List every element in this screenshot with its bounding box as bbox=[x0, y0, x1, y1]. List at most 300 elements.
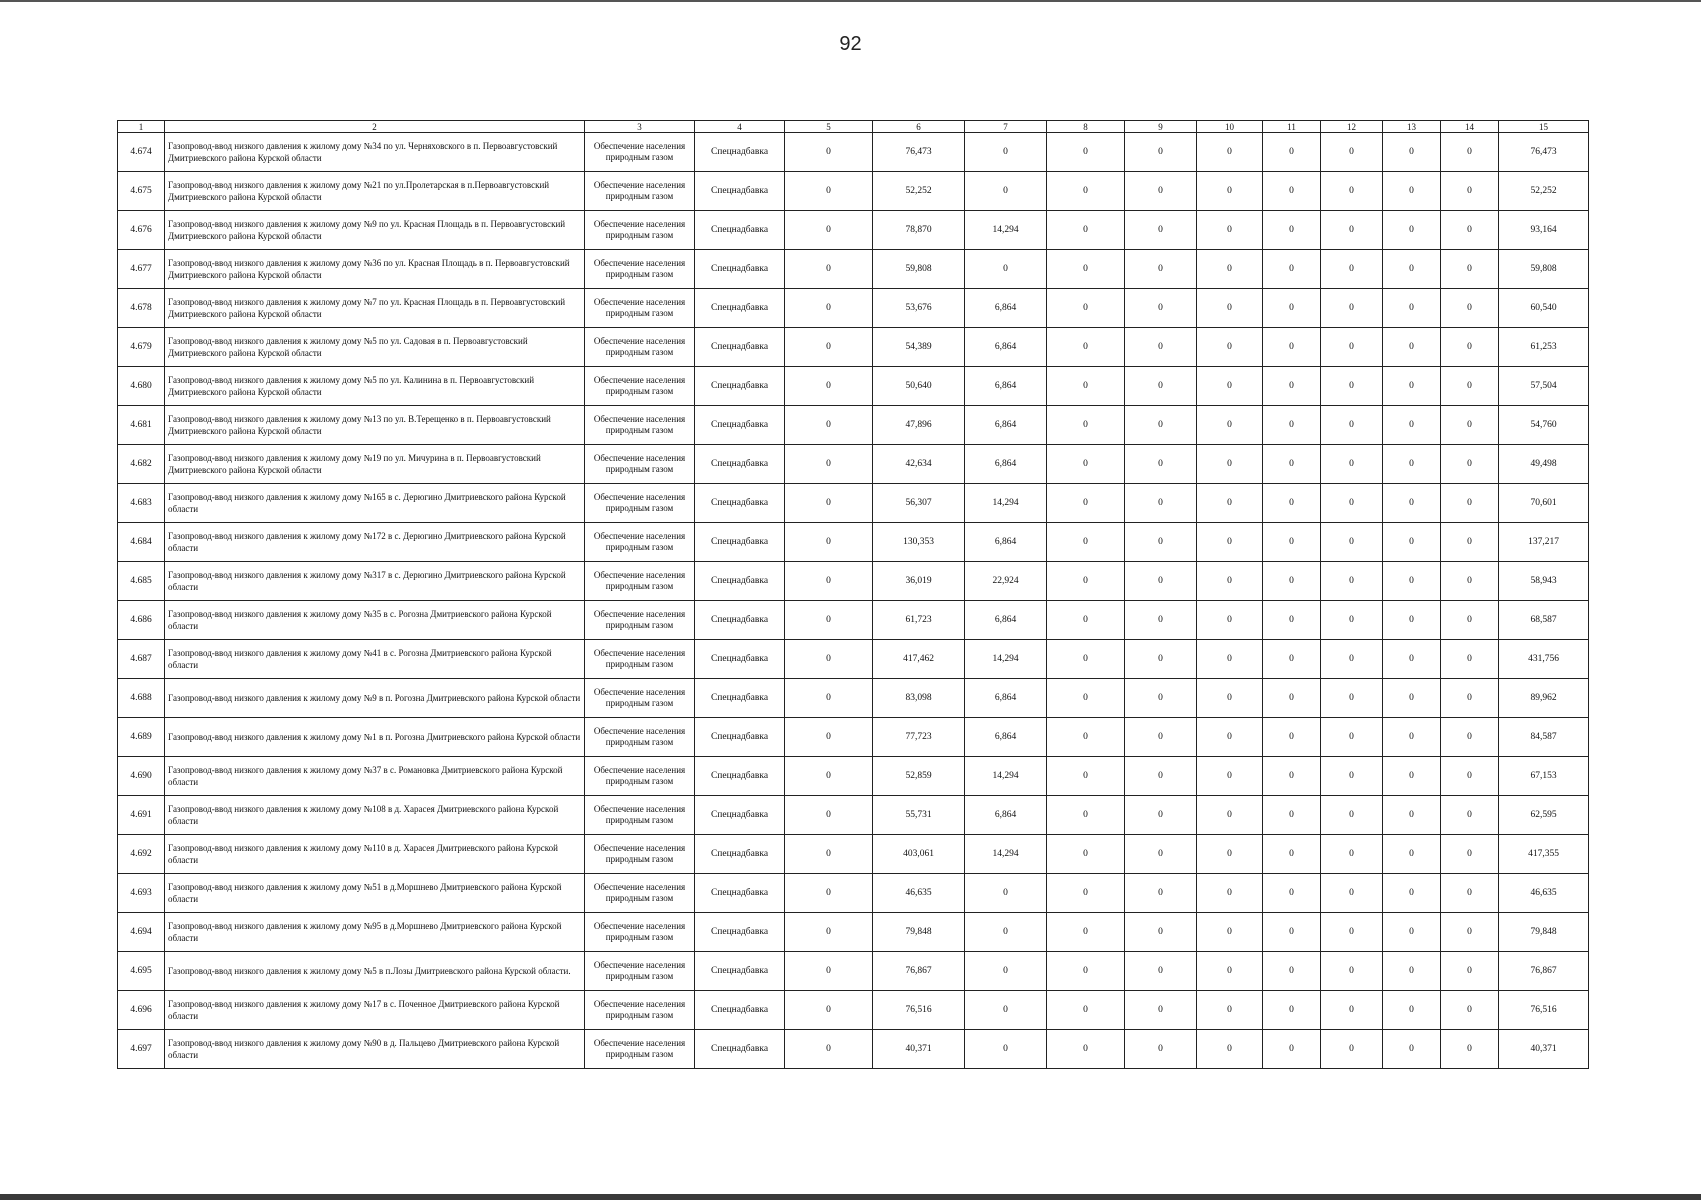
total-value: 49,498 bbox=[1499, 445, 1589, 484]
col-11-value: 0 bbox=[1263, 835, 1321, 874]
col-13-value: 0 bbox=[1383, 874, 1441, 913]
col-6-value: 55,731 bbox=[873, 796, 965, 835]
col-10-value: 0 bbox=[1197, 601, 1263, 640]
col-10-value: 0 bbox=[1197, 211, 1263, 250]
funding-source: Спецнадбавка bbox=[695, 133, 785, 172]
funding-source: Спецнадбавка bbox=[695, 289, 785, 328]
scan-edge-top bbox=[0, 0, 1701, 2]
col-8-value: 0 bbox=[1047, 757, 1125, 796]
total-value: 70,601 bbox=[1499, 484, 1589, 523]
data-table bbox=[117, 120, 1589, 1069]
column-header: 4 bbox=[695, 121, 785, 133]
col-9-value: 0 bbox=[1125, 523, 1197, 562]
item-number: 4.678 bbox=[118, 289, 165, 328]
total-value: 61,253 bbox=[1499, 328, 1589, 367]
column-header: 3 bbox=[585, 121, 695, 133]
object-name: Газопровод-ввод низкого давления к жилому дому №51 в д.Моршнево Дмитриевского района Курской области bbox=[165, 874, 585, 913]
col-12-value: 0 bbox=[1321, 250, 1383, 289]
table-row bbox=[118, 562, 1589, 601]
col-12-value: 0 bbox=[1321, 133, 1383, 172]
col-13-value: 0 bbox=[1383, 328, 1441, 367]
total-value: 137,217 bbox=[1499, 523, 1589, 562]
item-number: 4.689 bbox=[118, 718, 165, 757]
object-name: Газопровод-ввод низкого давления к жилому дому №9 в п. Рогозна Дмитриевского района Курской области bbox=[165, 679, 585, 718]
col-8-value: 0 bbox=[1047, 796, 1125, 835]
col-5-value: 0 bbox=[785, 484, 873, 523]
col-14-value: 0 bbox=[1441, 484, 1499, 523]
col-10-value: 0 bbox=[1197, 367, 1263, 406]
col-13-value: 0 bbox=[1383, 952, 1441, 991]
purpose: Обеспечение населения природным газом bbox=[585, 1030, 695, 1069]
col-8-value: 0 bbox=[1047, 328, 1125, 367]
column-header: 11 bbox=[1263, 121, 1321, 133]
funding-source: Спецнадбавка bbox=[695, 250, 785, 289]
col-10-value: 0 bbox=[1197, 640, 1263, 679]
col-7-value: 0 bbox=[965, 250, 1047, 289]
col-12-value: 0 bbox=[1321, 640, 1383, 679]
col-11-value: 0 bbox=[1263, 289, 1321, 328]
col-8-value: 0 bbox=[1047, 991, 1125, 1030]
total-value: 68,587 bbox=[1499, 601, 1589, 640]
funding-source: Спецнадбавка bbox=[695, 1030, 785, 1069]
item-number: 4.691 bbox=[118, 796, 165, 835]
funding-source: Спецнадбавка bbox=[695, 484, 785, 523]
col-13-value: 0 bbox=[1383, 1030, 1441, 1069]
column-header: 7 bbox=[965, 121, 1047, 133]
col-14-value: 0 bbox=[1441, 1030, 1499, 1069]
funding-source: Спецнадбавка bbox=[695, 679, 785, 718]
purpose: Обеспечение населения природным газом bbox=[585, 406, 695, 445]
col-12-value: 0 bbox=[1321, 757, 1383, 796]
col-7-value: 6,864 bbox=[965, 601, 1047, 640]
col-14-value: 0 bbox=[1441, 913, 1499, 952]
col-11-value: 0 bbox=[1263, 484, 1321, 523]
total-value: 79,848 bbox=[1499, 913, 1589, 952]
col-6-value: 76,473 bbox=[873, 133, 965, 172]
col-9-value: 0 bbox=[1125, 133, 1197, 172]
table-row bbox=[118, 445, 1589, 484]
col-5-value: 0 bbox=[785, 445, 873, 484]
col-7-value: 14,294 bbox=[965, 211, 1047, 250]
col-7-value: 14,294 bbox=[965, 640, 1047, 679]
col-9-value: 0 bbox=[1125, 484, 1197, 523]
column-header: 9 bbox=[1125, 121, 1197, 133]
col-12-value: 0 bbox=[1321, 718, 1383, 757]
total-value: 54,760 bbox=[1499, 406, 1589, 445]
total-value: 57,504 bbox=[1499, 367, 1589, 406]
table-row bbox=[118, 484, 1589, 523]
item-number: 4.682 bbox=[118, 445, 165, 484]
col-5-value: 0 bbox=[785, 952, 873, 991]
table-row bbox=[118, 640, 1589, 679]
col-6-value: 59,808 bbox=[873, 250, 965, 289]
table-row bbox=[118, 1030, 1589, 1069]
funding-source: Спецнадбавка bbox=[695, 757, 785, 796]
col-7-value: 6,864 bbox=[965, 406, 1047, 445]
col-7-value: 0 bbox=[965, 952, 1047, 991]
funding-source: Спецнадбавка bbox=[695, 211, 785, 250]
col-13-value: 0 bbox=[1383, 913, 1441, 952]
col-9-value: 0 bbox=[1125, 757, 1197, 796]
col-6-value: 56,307 bbox=[873, 484, 965, 523]
col-9-value: 0 bbox=[1125, 679, 1197, 718]
col-13-value: 0 bbox=[1383, 796, 1441, 835]
col-6-value: 52,252 bbox=[873, 172, 965, 211]
col-12-value: 0 bbox=[1321, 601, 1383, 640]
col-9-value: 0 bbox=[1125, 406, 1197, 445]
table-row bbox=[118, 796, 1589, 835]
col-8-value: 0 bbox=[1047, 952, 1125, 991]
table-row bbox=[118, 289, 1589, 328]
col-14-value: 0 bbox=[1441, 367, 1499, 406]
col-14-value: 0 bbox=[1441, 289, 1499, 328]
col-6-value: 77,723 bbox=[873, 718, 965, 757]
col-9-value: 0 bbox=[1125, 796, 1197, 835]
table-row bbox=[118, 952, 1589, 991]
col-9-value: 0 bbox=[1125, 562, 1197, 601]
total-value: 93,164 bbox=[1499, 211, 1589, 250]
total-value: 67,153 bbox=[1499, 757, 1589, 796]
column-header: 13 bbox=[1383, 121, 1441, 133]
col-14-value: 0 bbox=[1441, 562, 1499, 601]
table-row bbox=[118, 523, 1589, 562]
purpose: Обеспечение населения природным газом bbox=[585, 796, 695, 835]
col-9-value: 0 bbox=[1125, 718, 1197, 757]
col-14-value: 0 bbox=[1441, 250, 1499, 289]
col-6-value: 52,859 bbox=[873, 757, 965, 796]
object-name: Газопровод-ввод низкого давления к жилому дому №95 в д.Моршнево Дмитриевского района Курской области bbox=[165, 913, 585, 952]
col-6-value: 61,723 bbox=[873, 601, 965, 640]
col-14-value: 0 bbox=[1441, 679, 1499, 718]
col-14-value: 0 bbox=[1441, 835, 1499, 874]
col-7-value: 0 bbox=[965, 874, 1047, 913]
purpose: Обеспечение населения природным газом bbox=[585, 328, 695, 367]
purpose: Обеспечение населения природным газом bbox=[585, 445, 695, 484]
total-value: 89,962 bbox=[1499, 679, 1589, 718]
table-row bbox=[118, 367, 1589, 406]
col-14-value: 0 bbox=[1441, 757, 1499, 796]
col-11-value: 0 bbox=[1263, 718, 1321, 757]
item-number: 4.690 bbox=[118, 757, 165, 796]
col-14-value: 0 bbox=[1441, 796, 1499, 835]
col-14-value: 0 bbox=[1441, 640, 1499, 679]
funding-source: Спецнадбавка bbox=[695, 991, 785, 1030]
table-row bbox=[118, 406, 1589, 445]
item-number: 4.693 bbox=[118, 874, 165, 913]
col-9-value: 0 bbox=[1125, 874, 1197, 913]
col-7-value: 14,294 bbox=[965, 484, 1047, 523]
header-row bbox=[118, 121, 1589, 133]
col-14-value: 0 bbox=[1441, 523, 1499, 562]
column-header: 1 bbox=[118, 121, 165, 133]
funding-source: Спецнадбавка bbox=[695, 796, 785, 835]
col-11-value: 0 bbox=[1263, 1030, 1321, 1069]
col-5-value: 0 bbox=[785, 172, 873, 211]
col-11-value: 0 bbox=[1263, 952, 1321, 991]
funding-source: Спецнадбавка bbox=[695, 640, 785, 679]
table-row bbox=[118, 874, 1589, 913]
col-9-value: 0 bbox=[1125, 367, 1197, 406]
purpose: Обеспечение населения природным газом bbox=[585, 289, 695, 328]
table-row bbox=[118, 679, 1589, 718]
col-6-value: 53,676 bbox=[873, 289, 965, 328]
col-8-value: 0 bbox=[1047, 250, 1125, 289]
item-number: 4.676 bbox=[118, 211, 165, 250]
col-9-value: 0 bbox=[1125, 328, 1197, 367]
col-5-value: 0 bbox=[785, 796, 873, 835]
col-12-value: 0 bbox=[1321, 679, 1383, 718]
col-12-value: 0 bbox=[1321, 796, 1383, 835]
col-11-value: 0 bbox=[1263, 133, 1321, 172]
col-7-value: 6,864 bbox=[965, 445, 1047, 484]
column-header: 8 bbox=[1047, 121, 1125, 133]
total-value: 431,756 bbox=[1499, 640, 1589, 679]
col-10-value: 0 bbox=[1197, 913, 1263, 952]
col-11-value: 0 bbox=[1263, 406, 1321, 445]
col-8-value: 0 bbox=[1047, 718, 1125, 757]
col-9-value: 0 bbox=[1125, 913, 1197, 952]
col-8-value: 0 bbox=[1047, 523, 1125, 562]
purpose: Обеспечение населения природным газом bbox=[585, 250, 695, 289]
object-name: Газопровод-ввод низкого давления к жилому дому №34 по ул. Черняховского в п. Первоавгустовский Дмитриевского района Курской области bbox=[165, 133, 585, 172]
col-8-value: 0 bbox=[1047, 367, 1125, 406]
table-row bbox=[118, 133, 1589, 172]
col-11-value: 0 bbox=[1263, 172, 1321, 211]
column-header: 6 bbox=[873, 121, 965, 133]
item-number: 4.685 bbox=[118, 562, 165, 601]
funding-source: Спецнадбавка bbox=[695, 367, 785, 406]
col-5-value: 0 bbox=[785, 640, 873, 679]
col-5-value: 0 bbox=[785, 211, 873, 250]
col-7-value: 6,864 bbox=[965, 289, 1047, 328]
object-name: Газопровод-ввод низкого давления к жилому дому №5 по ул. Садовая в п. Первоавгустовский Дмитриевского района Курской области bbox=[165, 328, 585, 367]
col-11-value: 0 bbox=[1263, 367, 1321, 406]
purpose: Обеспечение населения природным газом bbox=[585, 718, 695, 757]
object-name: Газопровод-ввод низкого давления к жилому дому №9 по ул. Красная Площадь в п. Первоавгустовский Дмитриевского района Курской области bbox=[165, 211, 585, 250]
col-8-value: 0 bbox=[1047, 289, 1125, 328]
col-9-value: 0 bbox=[1125, 601, 1197, 640]
table-row bbox=[118, 172, 1589, 211]
col-10-value: 0 bbox=[1197, 445, 1263, 484]
object-name: Газопровод-ввод низкого давления к жилому дому №110 в д. Харасея Дмитриевского района Курской области bbox=[165, 835, 585, 874]
col-10-value: 0 bbox=[1197, 952, 1263, 991]
funding-source: Спецнадбавка bbox=[695, 601, 785, 640]
item-number: 4.681 bbox=[118, 406, 165, 445]
col-14-value: 0 bbox=[1441, 211, 1499, 250]
col-14-value: 0 bbox=[1441, 328, 1499, 367]
item-number: 4.677 bbox=[118, 250, 165, 289]
object-name: Газопровод-ввод низкого давления к жилому дому №1 в п. Рогозна Дмитриевского района Курской области bbox=[165, 718, 585, 757]
purpose: Обеспечение населения природным газом bbox=[585, 601, 695, 640]
total-value: 40,371 bbox=[1499, 1030, 1589, 1069]
total-value: 76,516 bbox=[1499, 991, 1589, 1030]
col-12-value: 0 bbox=[1321, 874, 1383, 913]
col-5-value: 0 bbox=[785, 601, 873, 640]
purpose: Обеспечение населения природным газом bbox=[585, 757, 695, 796]
purpose: Обеспечение населения природным газом bbox=[585, 172, 695, 211]
col-5-value: 0 bbox=[785, 562, 873, 601]
item-number: 4.679 bbox=[118, 328, 165, 367]
col-8-value: 0 bbox=[1047, 601, 1125, 640]
purpose: Обеспечение населения природным газом bbox=[585, 133, 695, 172]
col-12-value: 0 bbox=[1321, 211, 1383, 250]
col-12-value: 0 bbox=[1321, 289, 1383, 328]
object-name: Газопровод-ввод низкого давления к жилому дому №165 в с. Дерюгино Дмитриевского района Курской области bbox=[165, 484, 585, 523]
col-13-value: 0 bbox=[1383, 640, 1441, 679]
col-12-value: 0 bbox=[1321, 952, 1383, 991]
col-10-value: 0 bbox=[1197, 562, 1263, 601]
col-12-value: 0 bbox=[1321, 523, 1383, 562]
object-name: Газопровод-ввод низкого давления к жилому дому №41 в с. Рогозна Дмитриевского района Курской области bbox=[165, 640, 585, 679]
col-10-value: 0 bbox=[1197, 757, 1263, 796]
total-value: 76,473 bbox=[1499, 133, 1589, 172]
item-number: 4.697 bbox=[118, 1030, 165, 1069]
total-value: 46,635 bbox=[1499, 874, 1589, 913]
col-6-value: 42,634 bbox=[873, 445, 965, 484]
col-9-value: 0 bbox=[1125, 211, 1197, 250]
col-14-value: 0 bbox=[1441, 991, 1499, 1030]
col-7-value: 6,864 bbox=[965, 796, 1047, 835]
object-name: Газопровод-ввод низкого давления к жилому дому №37 в с. Романовка Дмитриевского района Курской области bbox=[165, 757, 585, 796]
table-header bbox=[118, 121, 1589, 133]
col-12-value: 0 bbox=[1321, 991, 1383, 1030]
col-9-value: 0 bbox=[1125, 172, 1197, 211]
col-7-value: 0 bbox=[965, 1030, 1047, 1069]
col-13-value: 0 bbox=[1383, 172, 1441, 211]
col-13-value: 0 bbox=[1383, 133, 1441, 172]
purpose: Обеспечение населения природным газом bbox=[585, 913, 695, 952]
col-5-value: 0 bbox=[785, 289, 873, 328]
column-header: 2 bbox=[165, 121, 585, 133]
col-5-value: 0 bbox=[785, 250, 873, 289]
col-10-value: 0 bbox=[1197, 874, 1263, 913]
object-name: Газопровод-ввод низкого давления к жилому дому №108 в д. Харасея Дмитриевского района Курской области bbox=[165, 796, 585, 835]
col-13-value: 0 bbox=[1383, 289, 1441, 328]
col-12-value: 0 bbox=[1321, 562, 1383, 601]
col-9-value: 0 bbox=[1125, 445, 1197, 484]
col-10-value: 0 bbox=[1197, 796, 1263, 835]
col-8-value: 0 bbox=[1047, 406, 1125, 445]
col-13-value: 0 bbox=[1383, 250, 1441, 289]
col-8-value: 0 bbox=[1047, 1030, 1125, 1069]
col-5-value: 0 bbox=[785, 328, 873, 367]
column-header: 15 bbox=[1499, 121, 1589, 133]
col-9-value: 0 bbox=[1125, 952, 1197, 991]
table-row bbox=[118, 757, 1589, 796]
col-11-value: 0 bbox=[1263, 679, 1321, 718]
item-number: 4.695 bbox=[118, 952, 165, 991]
col-8-value: 0 bbox=[1047, 172, 1125, 211]
item-number: 4.675 bbox=[118, 172, 165, 211]
item-number: 4.684 bbox=[118, 523, 165, 562]
funding-source: Спецнадбавка bbox=[695, 913, 785, 952]
funding-source: Спецнадбавка bbox=[695, 328, 785, 367]
col-10-value: 0 bbox=[1197, 406, 1263, 445]
col-9-value: 0 bbox=[1125, 640, 1197, 679]
col-8-value: 0 bbox=[1047, 835, 1125, 874]
total-value: 60,540 bbox=[1499, 289, 1589, 328]
table-row bbox=[118, 913, 1589, 952]
col-11-value: 0 bbox=[1263, 523, 1321, 562]
col-9-value: 0 bbox=[1125, 835, 1197, 874]
funding-source: Спецнадбавка bbox=[695, 445, 785, 484]
col-10-value: 0 bbox=[1197, 835, 1263, 874]
total-value: 417,355 bbox=[1499, 835, 1589, 874]
purpose: Обеспечение населения природным газом bbox=[585, 835, 695, 874]
purpose: Обеспечение населения природным газом bbox=[585, 952, 695, 991]
item-number: 4.687 bbox=[118, 640, 165, 679]
col-14-value: 0 bbox=[1441, 406, 1499, 445]
col-6-value: 76,516 bbox=[873, 991, 965, 1030]
item-number: 4.686 bbox=[118, 601, 165, 640]
purpose: Обеспечение населения природным газом bbox=[585, 640, 695, 679]
col-7-value: 14,294 bbox=[965, 757, 1047, 796]
col-14-value: 0 bbox=[1441, 718, 1499, 757]
col-12-value: 0 bbox=[1321, 367, 1383, 406]
col-9-value: 0 bbox=[1125, 289, 1197, 328]
col-11-value: 0 bbox=[1263, 211, 1321, 250]
item-number: 4.692 bbox=[118, 835, 165, 874]
col-10-value: 0 bbox=[1197, 991, 1263, 1030]
col-11-value: 0 bbox=[1263, 250, 1321, 289]
col-5-value: 0 bbox=[785, 679, 873, 718]
page-number: 92 bbox=[839, 33, 862, 55]
col-8-value: 0 bbox=[1047, 211, 1125, 250]
object-name: Газопровод-ввод низкого давления к жилому дому №36 по ул. Красная Площадь в п. Первоавгустовский Дмитриевского района Курской области bbox=[165, 250, 585, 289]
table-row bbox=[118, 601, 1589, 640]
col-6-value: 76,867 bbox=[873, 952, 965, 991]
col-6-value: 78,870 bbox=[873, 211, 965, 250]
object-name: Газопровод-ввод низкого давления к жилому дому №21 по ул.Пролетарская в п.Первоавгустовский Дмитриевского района Курской области bbox=[165, 172, 585, 211]
col-6-value: 54,389 bbox=[873, 328, 965, 367]
col-13-value: 0 bbox=[1383, 406, 1441, 445]
col-5-value: 0 bbox=[785, 874, 873, 913]
col-12-value: 0 bbox=[1321, 406, 1383, 445]
table-row bbox=[118, 250, 1589, 289]
col-11-value: 0 bbox=[1263, 913, 1321, 952]
col-8-value: 0 bbox=[1047, 874, 1125, 913]
col-12-value: 0 bbox=[1321, 172, 1383, 211]
object-name: Газопровод-ввод низкого давления к жилому дому №317 в с. Дерюгино Дмитриевского района Курской области bbox=[165, 562, 585, 601]
col-7-value: 14,294 bbox=[965, 835, 1047, 874]
col-6-value: 83,098 bbox=[873, 679, 965, 718]
scan-edge-bottom bbox=[0, 1194, 1701, 1200]
col-11-value: 0 bbox=[1263, 328, 1321, 367]
col-10-value: 0 bbox=[1197, 133, 1263, 172]
purpose: Обеспечение населения природным газом bbox=[585, 484, 695, 523]
col-13-value: 0 bbox=[1383, 211, 1441, 250]
funding-source: Спецнадбавка bbox=[695, 172, 785, 211]
col-13-value: 0 bbox=[1383, 757, 1441, 796]
col-5-value: 0 bbox=[785, 523, 873, 562]
col-13-value: 0 bbox=[1383, 445, 1441, 484]
col-8-value: 0 bbox=[1047, 679, 1125, 718]
object-name: Газопровод-ввод низкого давления к жилому дому №19 по ул. Мичурина в п. Первоавгустовский Дмитриевского района Курской области bbox=[165, 445, 585, 484]
col-5-value: 0 bbox=[785, 406, 873, 445]
table-body bbox=[118, 133, 1589, 1069]
col-6-value: 417,462 bbox=[873, 640, 965, 679]
col-13-value: 0 bbox=[1383, 718, 1441, 757]
col-7-value: 0 bbox=[965, 133, 1047, 172]
col-10-value: 0 bbox=[1197, 679, 1263, 718]
col-7-value: 6,864 bbox=[965, 523, 1047, 562]
col-11-value: 0 bbox=[1263, 601, 1321, 640]
item-number: 4.694 bbox=[118, 913, 165, 952]
funding-source: Спецнадбавка bbox=[695, 523, 785, 562]
col-13-value: 0 bbox=[1383, 679, 1441, 718]
column-header: 14 bbox=[1441, 121, 1499, 133]
col-13-value: 0 bbox=[1383, 601, 1441, 640]
